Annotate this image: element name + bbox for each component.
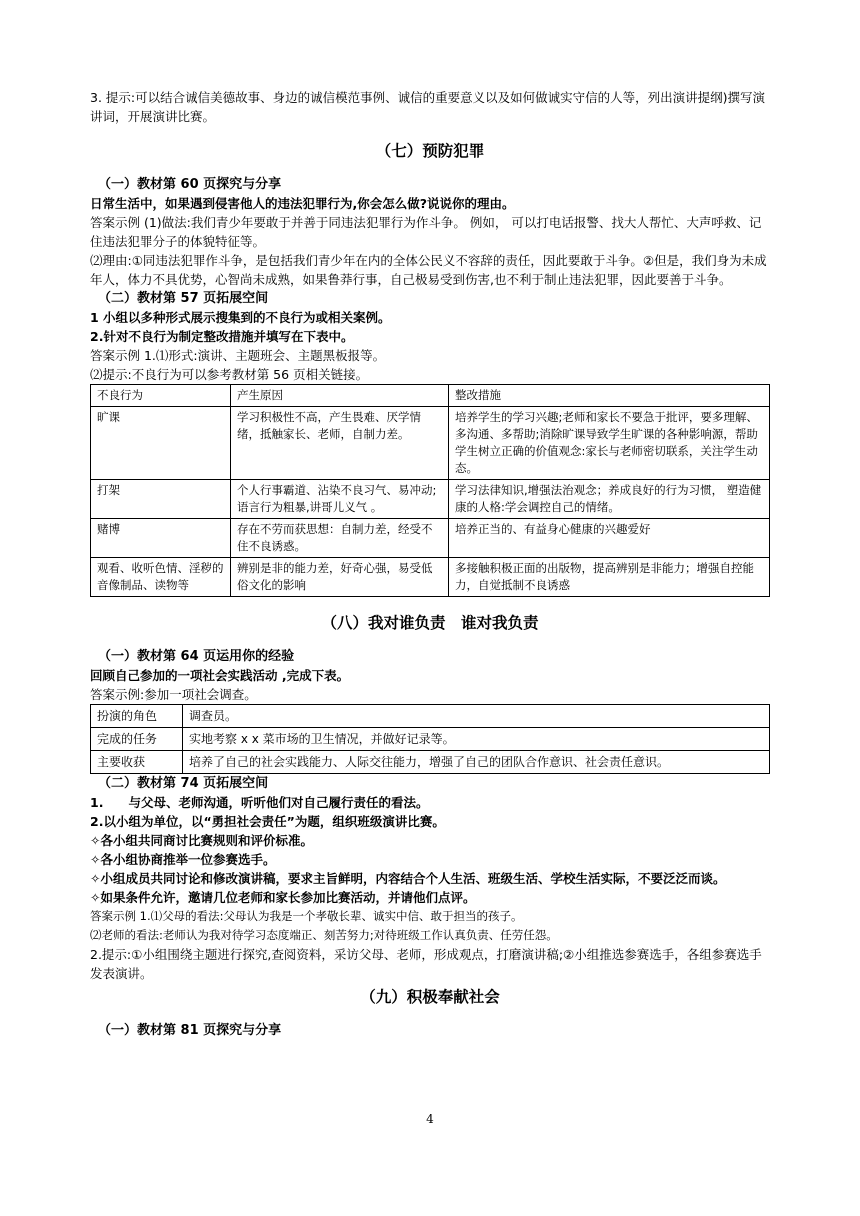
table-cell: 完成的任务 xyxy=(91,728,183,751)
tip-paragraph: 3. 提示:可以结合诚信美德故事、身边的诚信模范事例、诚信的重要意义以及如何做诚实守信的人等，列出演讲提纲)撰写演讲词，开展演讲比赛。 xyxy=(90,90,765,124)
table-row xyxy=(91,558,770,597)
document-page xyxy=(90,88,770,1040)
page-number: 4 xyxy=(426,1112,434,1126)
subsection-heading: （二）教材第 74 页拓展空间 xyxy=(98,776,269,791)
subsection-heading: （一）教材第 64 页运用你的经验 xyxy=(98,649,295,664)
question: 2.针对不良行为制定整改措施并填写在下表中。 xyxy=(90,329,354,344)
bullet-item: ✧小组成员共同讨论和修改演讲稿，要求主旨鲜明，内容结合个人生活、班级生活、学校生活实际，不要泛泛而谈。 xyxy=(90,871,726,886)
question: 1 小组以多种形式展示搜集到的不良行为或相关案例。 xyxy=(90,310,391,325)
table-row xyxy=(91,407,770,480)
bad-behavior-table xyxy=(90,384,770,597)
answer-paragraph: ⑵老师的看法:老师认为我对待学习态度端正、刻苦努力;对待班级工作认真负责、任劳任怨。 xyxy=(90,928,558,942)
question: 1. 与父母、老师沟通，听听他们对自己履行责任的看法。 xyxy=(90,795,429,810)
answer-paragraph: 答案示例 1.⑴形式:演讲、主题班会、主题黑板报等。 xyxy=(90,348,386,363)
section-title-8: （八）我对谁负责 谁对我负责 xyxy=(321,614,539,632)
table-cell: 培养正当的、有益身心健康的兴趣爱好 xyxy=(449,519,770,558)
answer-paragraph: 2.提示:①小组围绕主题进行探究,查阅资料，采访父母、老师，形成观点，打磨演讲稿;②小组推选参赛选手，各组参赛选手发表演讲。 xyxy=(90,947,762,981)
table-cell: 存在不劳而获思想：自制力差，经受不住不良诱惑。 xyxy=(231,519,449,558)
table-cell: 实地考察 x x 菜市场的卫生情况，并做好记录等。 xyxy=(183,728,770,751)
question: 日常生活中，如果遇到侵害他人的违法犯罪行为,你会怎么做?说说你的理由。 xyxy=(90,196,515,211)
table-cell: 辨别是非的能力差，好奇心强，易受低俗文化的影响 xyxy=(231,558,449,597)
table-cell: 培养学生的学习兴趣;老师和家长不要急于批评，要多理解、多沟通、多帮助;消除旷课导致学生旷课的各种影响源，帮助学生树立正确的价值观念:家长与老师密切联系，关注学生动态。 xyxy=(449,407,770,480)
table-cell: 培养了自己的社会实践能力、人际交往能力，增强了自己的团队合作意识、社会责任意识。 xyxy=(183,751,770,774)
social-practice-table xyxy=(90,704,770,774)
table-row xyxy=(91,519,770,558)
table-header-cell: 产生原因 xyxy=(231,385,449,407)
table-row xyxy=(91,480,770,519)
subsection-heading: （一）教材第 81 页探究与分享 xyxy=(98,1023,282,1038)
subsection-heading: （一）教材第 60 页探究与分享 xyxy=(98,177,282,192)
table-row xyxy=(91,728,770,751)
table-header-row xyxy=(91,385,770,407)
table-cell: 打架 xyxy=(91,480,231,519)
answer-paragraph: 答案示例 (1)做法:我们青少年要敢于并善于同违法犯罪行为作斗争。 例如， 可以打电话报警、找大人帮忙、大声呼救、记住违法犯罪分子的体貌特征等。 xyxy=(90,215,762,249)
table-cell: 多接触积极正面的出版物，提高辨别是非能力；增强自控能力，自觉抵制不良诱惑 xyxy=(449,558,770,597)
table-cell: 主要收获 xyxy=(91,751,183,774)
section-title-9: （九）积极奉献社会 xyxy=(360,988,500,1006)
table-cell: 学习积极性不高，产生畏难、厌学情绪，抵触家长、老师，自制力差。 xyxy=(231,407,449,480)
table-row xyxy=(91,751,770,774)
table-cell: 调查员。 xyxy=(183,705,770,728)
bullet-item: ✧各小组共同商讨比赛规则和评价标准。 xyxy=(90,833,313,848)
table-header-cell: 整改措施 xyxy=(449,385,770,407)
bullet-item: ✧如果条件允许，邀请几位老师和家长参加比赛活动，并请他们点评。 xyxy=(90,890,476,905)
table-cell: 扮演的角色 xyxy=(91,705,183,728)
table-cell: 个人行事霸道、沾染不良习气、易冲动;语言行为粗暴,讲哥儿义气 。 xyxy=(231,480,449,519)
question: 2.以小组为单位，以“勇担社会责任”为题，组织班级演讲比赛。 xyxy=(90,814,445,829)
table-cell: 学习法律知识,增强法治观念；养成良好的行为习惯， 塑造健康的人格:学会调控自己的情绪。 xyxy=(449,480,770,519)
table-header-cell: 不良行为 xyxy=(91,385,231,407)
table-cell: 观看、收听色情、淫秽的音像制品、读物等 xyxy=(91,558,231,597)
question: 回顾自己参加的一项社会实践活动 ,完成下表。 xyxy=(90,668,350,683)
subsection-heading: （二）教材第 57 页拓展空间 xyxy=(98,291,269,306)
answer-paragraph: ⑵理由:①同违法犯罪作斗争，是包括我们青少年在内的全体公民义不容辞的责任，因此要敢于斗争。②但是，我们身为未成年人，体力不具优势，心智尚未成熟，如果鲁莽行事，自己极易受到伤害,也不利于制止违法犯罪，因此要善于斗争。 xyxy=(90,253,767,287)
table-cell: 旷课 xyxy=(91,407,231,480)
table-row xyxy=(91,705,770,728)
table-cell: 赌博 xyxy=(91,519,231,558)
bullet-item: ✧各小组协商推举一位参赛选手。 xyxy=(90,852,276,867)
answer-paragraph: 答案示例 1.⑴父母的看法:父母认为我是一个孝敬长辈、诚实中信、敢于担当的孩子。 xyxy=(90,909,523,923)
section-title-7: （七）预防犯罪 xyxy=(375,142,485,160)
answer-paragraph: 答案示例:参加一项社会调查。 xyxy=(90,687,257,702)
answer-paragraph: ⑵提示:不良行为可以参考教材第 56 页相关链接。 xyxy=(90,367,369,382)
